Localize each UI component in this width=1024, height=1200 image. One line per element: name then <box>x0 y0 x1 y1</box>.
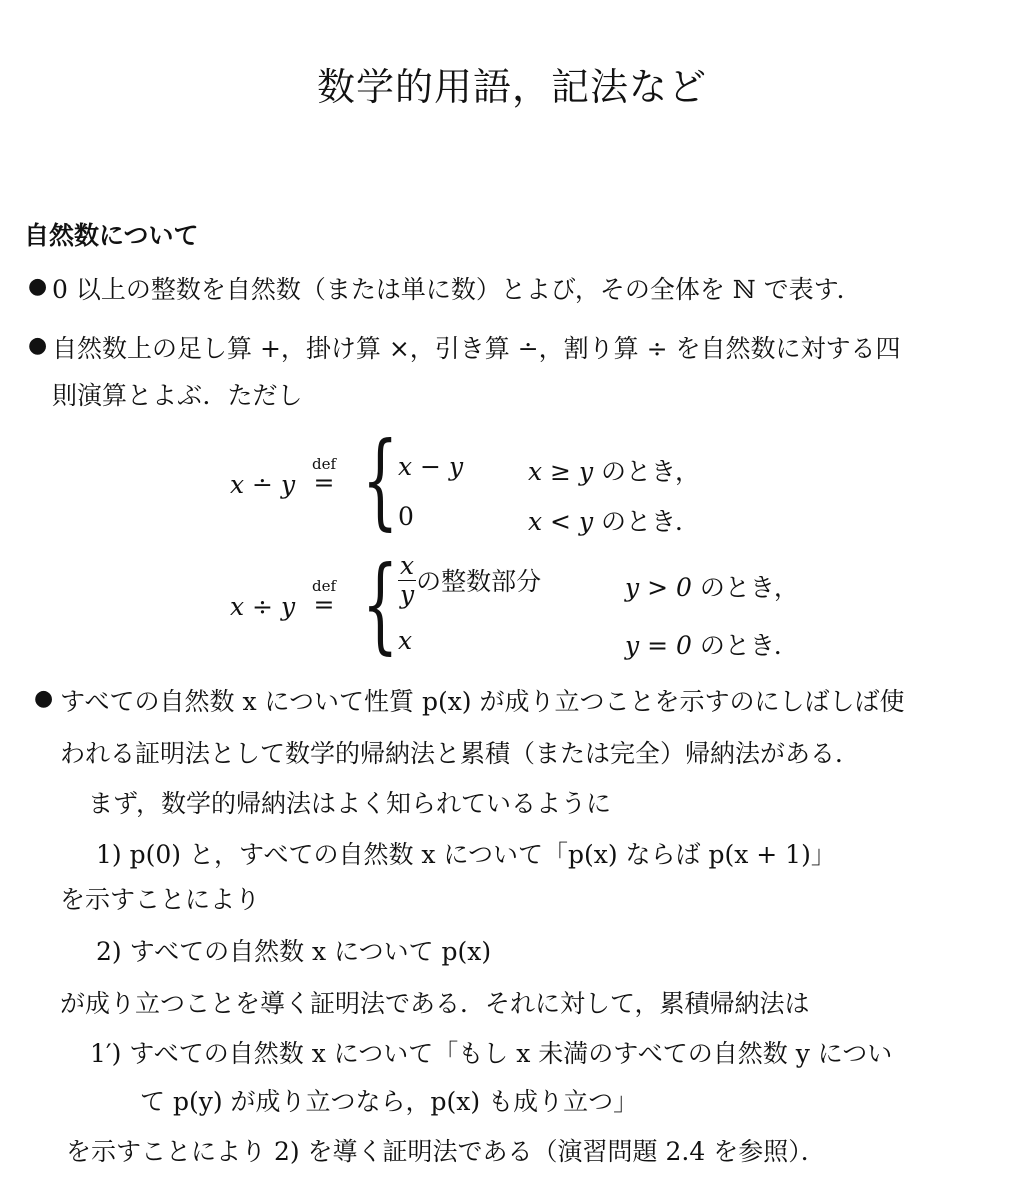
div-case-1-cond: y > 0 <box>625 573 692 602</box>
monus-def-label: def <box>312 455 337 473</box>
bullet-3-marker: ● <box>34 686 54 711</box>
monus-brace: { <box>362 419 399 541</box>
monus-case-1-expr: x − y <box>398 452 464 481</box>
div-fraction <box>398 552 416 608</box>
div-def-label: def <box>312 577 337 595</box>
div-case-2-cond: y = 0 <box>625 631 692 660</box>
div-fraction-numerator: x <box>400 551 415 580</box>
div-case-2-tail: のとき． <box>699 631 799 660</box>
para-line-8: を示すことにより 2) を導く証明法である（演習問題 2.4 を参照）． <box>66 1137 826 1166</box>
section-heading: 自然数について <box>24 221 199 250</box>
para-line-7: て p(y) が成り立つなら，p(x) も成り立つ」 <box>140 1087 639 1116</box>
bullet-2-marker: ● <box>28 333 48 358</box>
bullet-1-marker: ● <box>28 274 48 299</box>
para-line-4: 2) すべての自然数 x について p(x) <box>96 937 492 966</box>
div-def-op: def = <box>312 577 337 619</box>
div-lhs <box>230 592 295 621</box>
monus-case-1-cond: x ≥ y <box>528 457 594 486</box>
div-case-2-expr: x <box>398 626 413 655</box>
monus-case-2-cond: x < y <box>528 507 594 536</box>
div-lhs-expr: x ÷ y <box>230 592 296 621</box>
bullet-2-line-1: 自然数上の足し算 +，掛け算 ×，引き算 ∸，割り算 ÷ を自然数に対する四 <box>52 334 901 363</box>
page-title: 数学的用語，記法など <box>316 65 707 109</box>
monus-def-op: def = <box>312 455 337 497</box>
div-brace: { <box>362 543 399 665</box>
div-fraction-denominator: y <box>399 579 415 609</box>
monus-lhs <box>230 470 295 499</box>
monus-lhs-expr: x ∸ y <box>230 470 296 499</box>
bullet-1-text: 0 以上の整数を自然数（または単に数）とよび，その全体を ℕ で表す． <box>52 275 862 304</box>
bullet-3-line-2: われる証明法として数学的帰納法と累積（または完全）帰納法がある． <box>60 739 861 768</box>
div-case-1-tail: のとき， <box>699 573 799 602</box>
para-line-3: を示すことにより <box>60 885 261 914</box>
div-case-1-tail-expr: の整数部分 <box>416 567 542 596</box>
div-case-1 <box>398 552 541 608</box>
monus-case-2-expr: 0 <box>398 502 414 531</box>
monus-case-1-tail: のとき， <box>601 457 701 486</box>
para-line-6: 1′) すべての自然数 x について「もし x 未満のすべての自然数 y につい <box>90 1039 893 1068</box>
para-line-2: 1) p(0) と，すべての自然数 x について「p(x) ならば p(x + 1)」 <box>96 840 836 869</box>
bullet-3-line-1: すべての自然数 x について性質 p(x) が成り立つことを示すのにしばしば使 <box>60 687 905 716</box>
para-line-1: まず，数学的帰納法はよく知られているように <box>88 789 612 818</box>
para-line-5: が成り立つことを導く証明法である．それに対して，累積帰納法は <box>60 989 810 1018</box>
bullet-2-line-2: 則演算とよぶ．ただし <box>52 381 303 410</box>
monus-case-2-tail: のとき． <box>601 507 701 536</box>
